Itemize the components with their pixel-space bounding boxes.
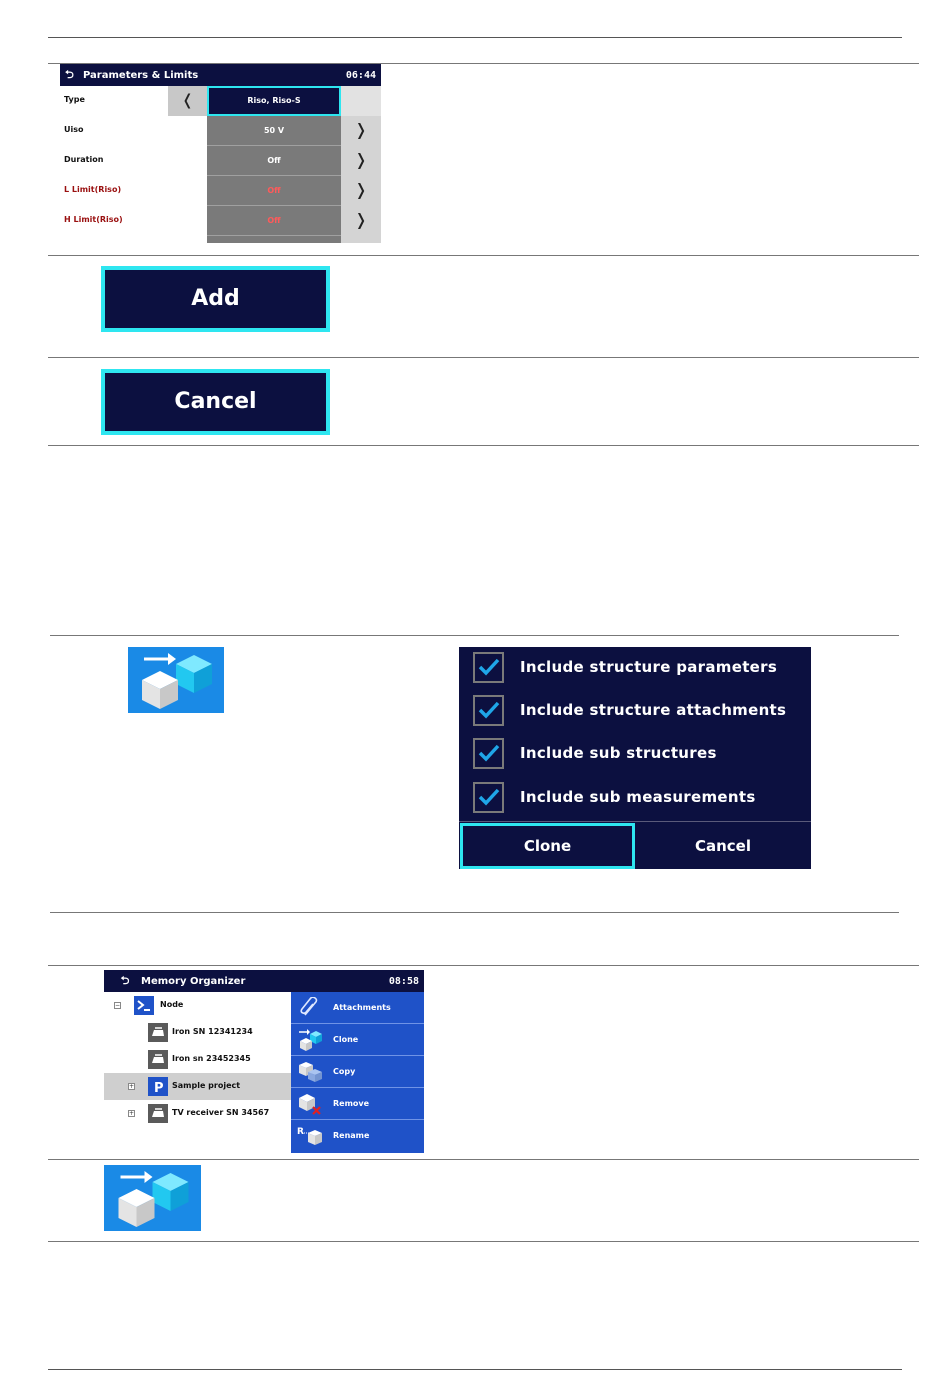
dialog-cancel-button[interactable]: Cancel: [694, 837, 751, 855]
clone-icon: [128, 647, 224, 713]
table-rule: [50, 635, 899, 636]
rename-icon: [297, 1125, 323, 1147]
clock: 08:58: [388, 975, 419, 987]
clone-dialog: [459, 647, 811, 869]
add-button[interactable]: Add: [101, 266, 330, 332]
cancel-button[interactable]: Cancel: [101, 369, 330, 435]
copy-icon: [297, 1061, 323, 1083]
table-rule: [48, 965, 919, 966]
param-value[interactable]: Off: [207, 206, 341, 236]
tree-label: Sample project: [172, 1081, 241, 1090]
tree-node[interactable]: [104, 992, 291, 1019]
iron-icon: [148, 1104, 168, 1123]
screen-title: Parameters & Limits: [83, 69, 199, 81]
memory-organizer-screen: [104, 970, 424, 1153]
next-row-stub: [207, 236, 341, 243]
table-rule: [48, 1241, 919, 1242]
menu-label: Rename: [333, 1131, 370, 1140]
top-rule: [48, 37, 902, 38]
param-row-type[interactable]: [60, 86, 381, 116]
tree-item[interactable]: [104, 1019, 291, 1046]
param-row-uiso[interactable]: [60, 116, 381, 146]
chevron-right-icon[interactable]: ❭: [341, 116, 381, 146]
divider: [459, 821, 811, 822]
param-label: Duration: [64, 155, 104, 164]
param-label: L Limit(Riso): [64, 185, 122, 194]
param-value[interactable]: Off: [207, 146, 341, 176]
menu-item-copy[interactable]: [291, 1056, 424, 1088]
param-row-l-limit[interactable]: [60, 176, 381, 206]
menu-label: Attachments: [333, 1003, 391, 1012]
chevron-right-icon[interactable]: ❭: [341, 206, 381, 236]
option-label: Include sub structures: [520, 744, 717, 762]
parameters-limits-screen: [60, 64, 381, 243]
param-label: Type: [64, 95, 85, 104]
table-rule: [48, 445, 919, 446]
menu-item-attachments[interactable]: [291, 992, 424, 1024]
iron-icon: [148, 1023, 168, 1042]
chevron-left-icon[interactable]: ❬: [168, 86, 207, 116]
table-rule: [48, 1159, 919, 1160]
paperclip-icon: [297, 997, 323, 1019]
param-value[interactable]: 50 V: [207, 116, 341, 146]
checkbox[interactable]: [473, 738, 504, 769]
clone-button[interactable]: Clone: [460, 823, 635, 869]
expand-icon[interactable]: +: [129, 1110, 135, 1117]
chevron-right-icon[interactable]: ❭: [341, 176, 381, 206]
context-menu: [291, 992, 424, 1153]
option-structure-attachments[interactable]: [459, 690, 811, 730]
tree-label: Iron SN 12341234: [172, 1027, 253, 1036]
table-rule: [48, 357, 919, 358]
option-structure-parameters[interactable]: [459, 647, 811, 687]
menu-item-rename[interactable]: [291, 1120, 424, 1152]
project-icon: [148, 1077, 168, 1096]
tree-item[interactable]: [104, 1100, 291, 1127]
table-rule: [48, 255, 919, 256]
next-row-stub: [341, 236, 381, 243]
menu-label: Remove: [333, 1099, 370, 1108]
empty-cell: [341, 86, 381, 116]
bottom-rule: [48, 1369, 902, 1370]
menu-item-clone[interactable]: [291, 1024, 424, 1056]
param-row-h-limit[interactable]: [60, 206, 381, 236]
tree-item[interactable]: [104, 1046, 291, 1073]
expand-icon[interactable]: +: [129, 1083, 135, 1090]
tree-label: Node: [160, 1000, 184, 1009]
menu-item-remove[interactable]: [291, 1088, 424, 1120]
back-icon[interactable]: ⮌: [65, 67, 74, 81]
node-icon: [134, 996, 154, 1015]
tree-item-selected[interactable]: [104, 1073, 291, 1100]
param-value[interactable]: Off: [207, 176, 341, 206]
structure-tree: [104, 992, 291, 1153]
param-label: Uiso: [64, 125, 84, 134]
checkbox[interactable]: [473, 782, 504, 813]
option-label: Include structure parameters: [520, 658, 778, 676]
clock: 06:44: [345, 69, 376, 81]
clone-icon: [104, 1165, 201, 1231]
iron-icon: [148, 1050, 168, 1069]
table-rule: [50, 912, 899, 913]
menu-label: Clone: [333, 1035, 359, 1044]
checkbox[interactable]: [473, 652, 504, 683]
back-icon[interactable]: ⮌: [120, 973, 130, 987]
title-bar: [60, 64, 381, 86]
option-sub-measurements[interactable]: [459, 777, 811, 817]
remove-icon: [297, 1093, 323, 1115]
svg-text:P: P: [154, 1081, 164, 1096]
option-label: Include sub measurements: [520, 788, 756, 806]
tree-label: Iron sn 23452345: [172, 1054, 251, 1063]
collapse-icon[interactable]: −: [115, 1002, 121, 1009]
param-label: H Limit(Riso): [64, 215, 123, 224]
chevron-right-icon[interactable]: ❭: [341, 146, 381, 176]
svg-text:R: R: [297, 1127, 304, 1137]
param-value[interactable]: Riso, Riso-S: [207, 86, 341, 116]
screen-title: Memory Organizer: [141, 975, 246, 987]
menu-label: Copy: [333, 1067, 356, 1076]
clone-icon: [297, 1029, 323, 1051]
option-label: Include structure attachments: [520, 701, 787, 719]
title-bar: [104, 970, 424, 992]
tree-label: TV receiver SN 34567: [172, 1108, 270, 1117]
param-row-duration[interactable]: [60, 146, 381, 176]
option-sub-structures[interactable]: [459, 733, 811, 773]
checkbox[interactable]: [473, 695, 504, 726]
